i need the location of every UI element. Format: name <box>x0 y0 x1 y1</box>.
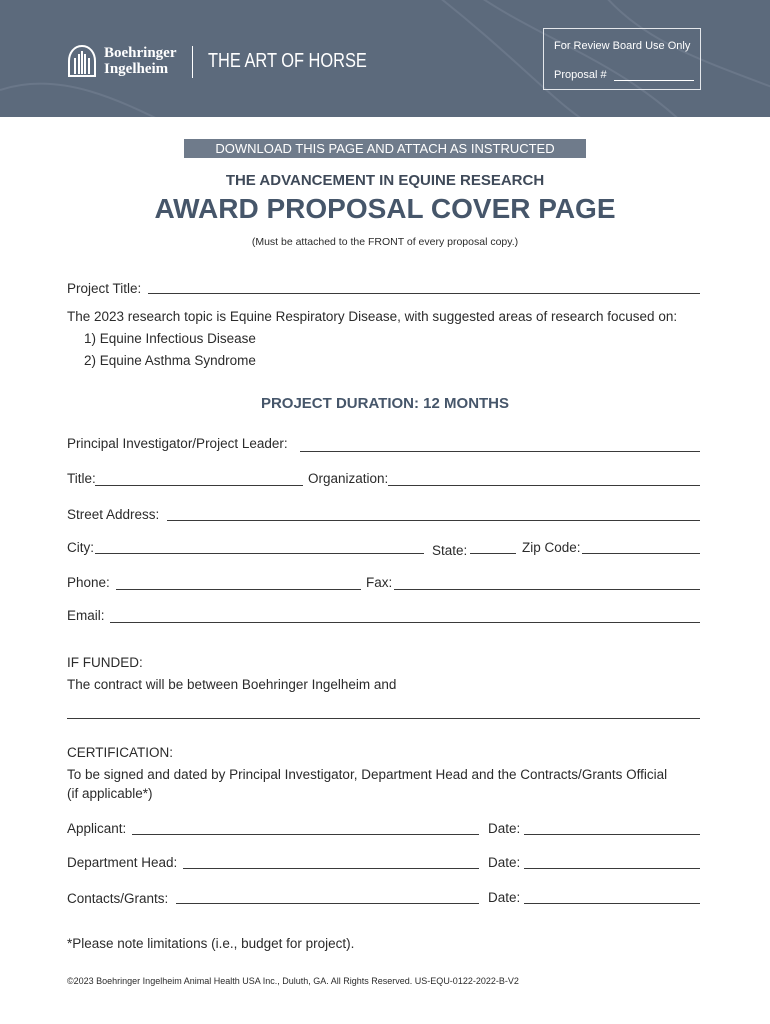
contracts-date-field[interactable] <box>524 903 700 904</box>
applicant-label: Applicant: <box>67 821 127 836</box>
certification-text-line-2: (if applicable*) <box>67 786 153 801</box>
title-field[interactable] <box>95 485 303 486</box>
art-of-horse-tagline: THE ART OF HORSE <box>208 50 367 72</box>
fax-label: Fax: <box>366 575 393 590</box>
contracts-date-label: Date: <box>488 890 521 905</box>
email-field[interactable] <box>110 622 700 623</box>
fax-field[interactable] <box>394 589 700 590</box>
city-label: City: <box>67 540 94 555</box>
applicant-date-field[interactable] <box>524 834 700 835</box>
department-date-label: Date: <box>488 855 521 870</box>
project-title-field[interactable] <box>148 293 700 294</box>
subheading: THE ADVANCEMENT IN EQUINE RESEARCH <box>225 172 545 189</box>
brand-line-2: Ingelheim <box>104 61 169 77</box>
department-head-label: Department Head: <box>67 855 178 870</box>
city-field[interactable] <box>95 553 424 554</box>
contracts-grants-signature-field[interactable] <box>176 903 479 904</box>
project-duration: PROJECT DURATION: 12 MONTHS <box>260 395 510 412</box>
state-label: State: <box>432 543 468 558</box>
review-board-title: For Review Board Use Only <box>554 40 691 52</box>
attachment-note: (Must be attached to the FRONT of every proposal copy.) <box>251 236 519 248</box>
limitations-note: *Please note limitations (i.e., budget for project). <box>67 936 355 951</box>
review-board-box <box>543 28 701 90</box>
research-area-2: 2) Equine Asthma Syndrome <box>84 353 256 368</box>
brand-line-1: Boehringer <box>104 45 177 61</box>
zip-code-label: Zip Code: <box>522 540 581 555</box>
department-head-signature-field[interactable] <box>183 868 479 869</box>
logo-divider <box>192 46 193 78</box>
research-topic-text: The 2023 research topic is Equine Respiratory Disease, with suggested areas of research focused on: <box>67 309 678 324</box>
brand-name <box>104 45 177 77</box>
proposal-number-label: Proposal # <box>554 69 607 81</box>
title-label: Title: <box>67 471 96 486</box>
street-address-field[interactable] <box>167 520 700 521</box>
organization-label: Organization: <box>308 471 389 486</box>
certification-heading: CERTIFICATION: <box>67 745 174 760</box>
pi-field[interactable] <box>300 451 700 452</box>
research-area-1: 1) Equine Infectious Disease <box>84 331 256 346</box>
boehringer-logo-icon <box>66 44 98 78</box>
state-field[interactable] <box>470 553 516 554</box>
certification-text-line-1: To be signed and dated by Principal Investigator, Department Head and the Contracts/Grants Official <box>67 767 668 782</box>
if-funded-text: The contract will be between Boehringer Ingelheim and <box>67 677 397 692</box>
boehringer-logo <box>66 44 177 78</box>
footer-copyright: ©2023 Boehringer Ingelheim Animal Health USA Inc., Duluth, GA. All Rights Reserved. US-EQU-0122-2022-B-V2 <box>67 976 519 986</box>
contracts-grants-label: Contacts/Grants: <box>67 891 169 906</box>
project-title-label: Project Title: <box>67 281 142 296</box>
page-title: AWARD PROPOSAL COVER PAGE <box>154 193 616 224</box>
zip-code-field[interactable] <box>582 553 700 554</box>
street-address-label: Street Address: <box>67 507 160 522</box>
page-header <box>0 0 770 117</box>
department-date-field[interactable] <box>524 868 700 869</box>
organization-field[interactable] <box>388 485 700 486</box>
phone-label: Phone: <box>67 575 110 590</box>
phone-field[interactable] <box>116 589 361 590</box>
if-funded-heading: IF FUNDED: <box>67 655 143 670</box>
applicant-signature-field[interactable] <box>132 834 479 835</box>
download-banner: DOWNLOAD THIS PAGE AND ATTACH AS INSTRUCTED <box>184 139 586 158</box>
proposal-number-field[interactable] <box>614 80 694 81</box>
contract-party-field[interactable] <box>67 718 700 719</box>
email-label: Email: <box>67 608 105 623</box>
applicant-date-label: Date: <box>488 821 521 836</box>
pi-label: Principal Investigator/Project Leader: <box>67 436 288 451</box>
